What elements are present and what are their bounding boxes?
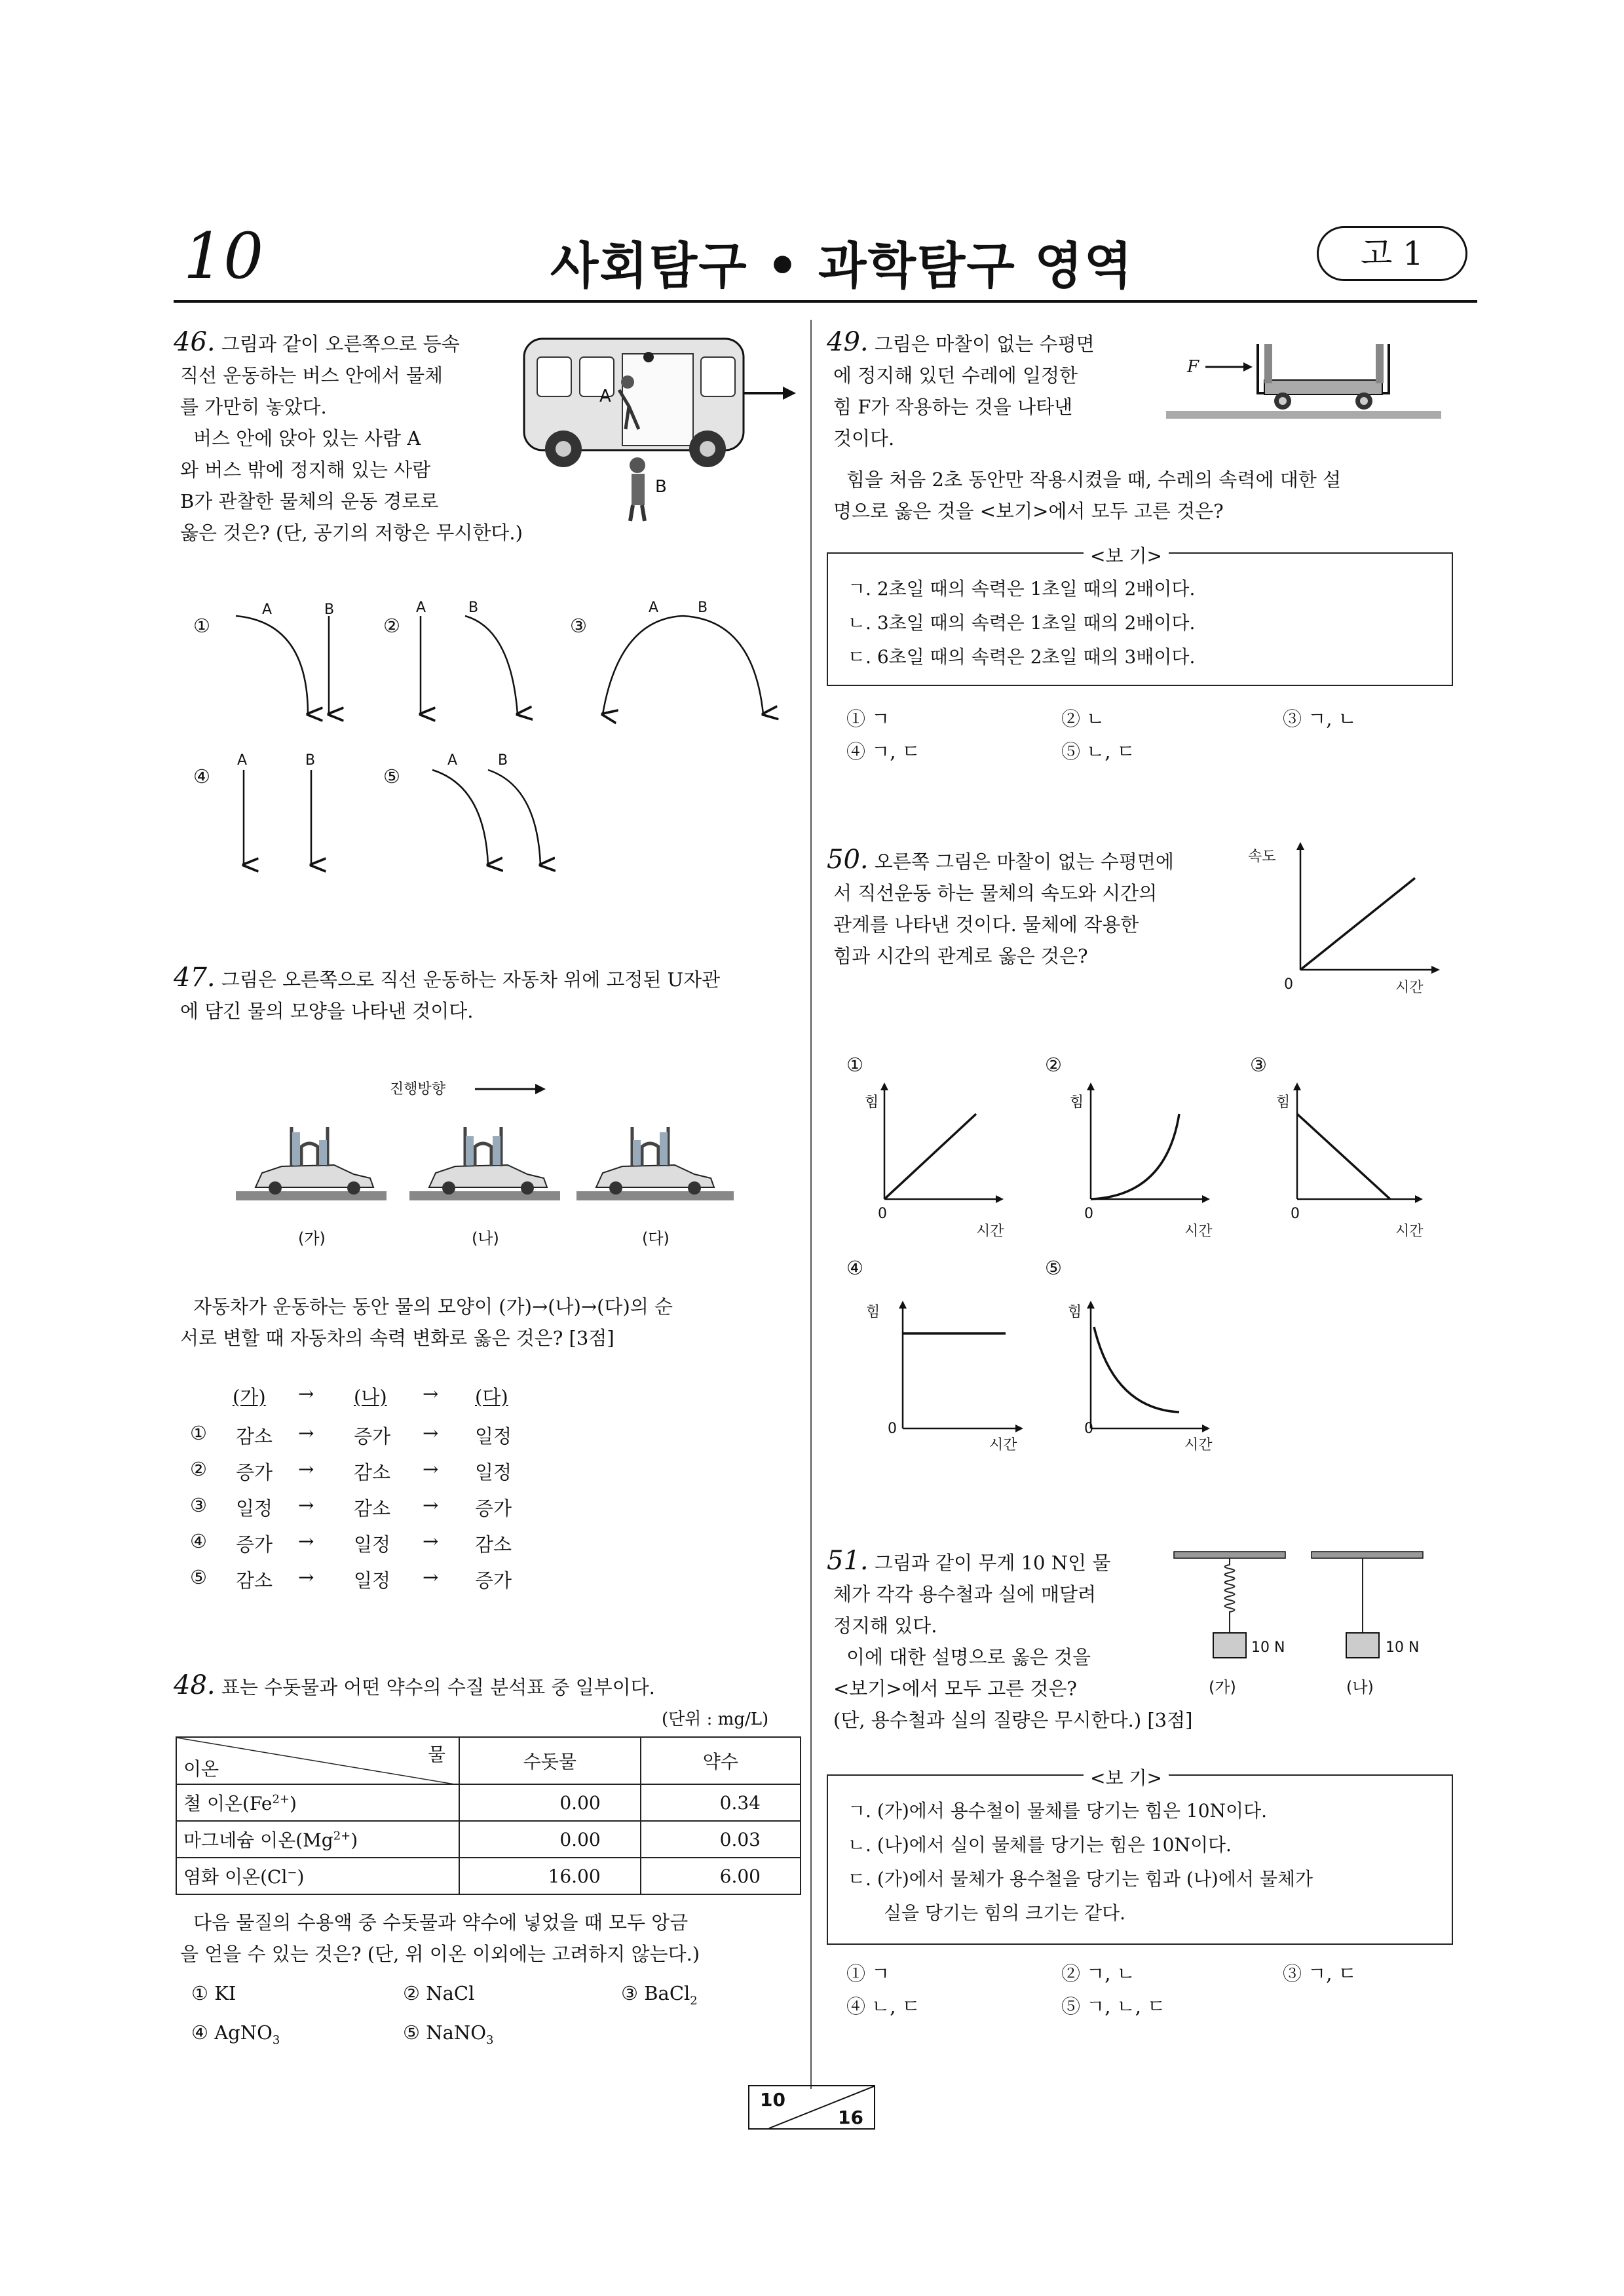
footer-total: 16 (838, 2107, 863, 2128)
q51-line: (단, 용수철과 실의 질량은 무시한다.) [3점] (833, 1709, 1193, 1731)
q47-head: (다) (475, 1386, 508, 1408)
graph-opt-5 (1087, 1301, 1210, 1432)
q47-opt-cell: 일정 (236, 1497, 273, 1520)
g4-y: 힘 (866, 1304, 880, 1320)
table-ion: 염화 이온(Cl−) (176, 1858, 459, 1894)
vt-origin: 0 (1284, 976, 1293, 993)
q46-opt2-b: B (468, 600, 479, 616)
q51-line: 정지해 있다. (833, 1615, 937, 1637)
q48-line: 표는 수돗물과 어떤 약수의 수질 분석표 중 일부이다. (221, 1676, 655, 1698)
q46-text (174, 326, 523, 548)
g1-o: 0 (878, 1206, 887, 1222)
q50-option-5[interactable]: ⑤ (1045, 1257, 1062, 1279)
q49-line: 힘 F가 작용하는 것을 나타낸 (833, 396, 1073, 418)
q49-number: 49. (827, 327, 869, 357)
q46-opt5-a: A (447, 752, 458, 769)
g1-x: 시간 (976, 1223, 1004, 1240)
q47-opt-cell: 감소 (236, 1425, 273, 1447)
q51-bogi-title: <보 기> (1084, 1764, 1169, 1790)
q47-opt-num: ④ (190, 1530, 207, 1552)
q46-option-4[interactable] (193, 765, 210, 788)
vt-y-label: 속도 (1248, 849, 1276, 865)
q47-opt-cell: 감소 (354, 1461, 391, 1483)
q46-option-4-num: ④ (193, 765, 210, 788)
fig-label-na: (나) (1346, 1678, 1374, 1696)
q49-line: 것이다. (833, 427, 895, 450)
q49-text (827, 326, 1167, 454)
graph-opt-1 (880, 1082, 1004, 1203)
q47-opt-cell: 증가 (475, 1497, 512, 1520)
q46-opt2-a: A (416, 600, 426, 616)
q46-opt1-b: B (324, 602, 335, 618)
q47-opt-num: ⑤ (190, 1566, 207, 1588)
q47-opt-cell: 증가 (475, 1569, 512, 1592)
q47-opt-cell: 증가 (236, 1461, 273, 1483)
table-cell: 16.00 (459, 1858, 641, 1894)
q48-question (174, 1907, 803, 1970)
q46-line: 를 가만히 놓았다. (180, 396, 327, 418)
q51-line: 이에 대한 설명으로 옳은 것을 (846, 1646, 1091, 1668)
q51-line: 그림과 같이 무게 10 N인 물 (874, 1552, 1111, 1574)
q47-opt-cell: 일정 (475, 1425, 512, 1447)
bus-label-b: B (655, 477, 667, 497)
q46-opt3-b: B (698, 600, 708, 616)
q48-question-line: 다음 물질의 수용액 중 수돗물과 약수에 넣었을 때 모두 앙금 (193, 1911, 689, 1934)
fig-label-ga: (가) (1209, 1678, 1236, 1696)
q51-option-1[interactable]: ① ㄱ (846, 1962, 890, 1985)
q50-line: 오른쪽 그림은 마찰이 없는 수평면에 (874, 851, 1174, 873)
q47-opt-num: ③ (190, 1494, 207, 1516)
q50-option-2[interactable]: ② (1045, 1054, 1062, 1076)
q51-option-5[interactable]: ⑤ ㄱ, ㄴ, ㄷ (1061, 1995, 1166, 2018)
q47-option-3[interactable] (190, 1494, 649, 1530)
q47-question-line: 서로 변할 때 자동차의 속력 변화로 옳은 것은? [3점] (180, 1327, 614, 1349)
q46-opt4-b: B (305, 752, 316, 769)
q47-opt-cell: 증가 (236, 1533, 273, 1556)
q50-option-3[interactable]: ③ (1250, 1054, 1267, 1076)
q47-opt-arrow: → (298, 1422, 314, 1444)
force-label: F (1187, 357, 1199, 377)
grade-label: 고 1 (1360, 235, 1424, 273)
q49-question (827, 464, 1456, 527)
g4-x: 시간 (989, 1437, 1017, 1453)
table-cell: 0.00 (459, 1784, 641, 1821)
q47-opt-arrow: → (298, 1566, 314, 1588)
car-label-na: (나) (472, 1229, 499, 1248)
q47-opt-cell: 감소 (475, 1533, 512, 1556)
table-row (176, 1821, 801, 1858)
g3-o: 0 (1291, 1206, 1300, 1222)
q51-number: 51. (827, 1546, 869, 1576)
q47-opt-cell: 일정 (354, 1533, 391, 1556)
q49-option-3[interactable]: ③ ㄱ, ㄴ (1283, 708, 1357, 730)
q51-bogi-item: 실을 당기는 힘의 크기는 같다. (884, 1902, 1126, 1924)
g1-y: 힘 (865, 1094, 879, 1111)
q48-text (174, 1670, 803, 1703)
q50-number: 50. (827, 845, 869, 875)
q47-head: (가) (233, 1386, 266, 1408)
q46-option-5[interactable] (383, 765, 400, 788)
q46-opt3-a: A (649, 600, 659, 616)
table-row (176, 1784, 801, 1821)
q49-line: 그림은 마찰이 없는 수평면 (874, 333, 1095, 355)
q46-option-5-num: ⑤ (383, 765, 400, 788)
q46-line: 와 버스 밖에 정지해 있는 사람 (180, 459, 431, 481)
q48-option-2[interactable]: ② NaCl (403, 1982, 475, 2004)
q46-number: 46. (174, 327, 216, 357)
q47-opt-arrow: → (298, 1458, 314, 1480)
q47-opt-cell: 감소 (354, 1497, 391, 1520)
q46-option-2[interactable] (383, 615, 400, 637)
q46-line: 그림과 같이 오른쪽으로 등속 (221, 333, 460, 355)
table-ion: 철 이온$(Fe^{2+})$ (176, 1784, 459, 1821)
q47-opt-cell: 증가 (354, 1425, 391, 1447)
table-cell: 0.03 (641, 1821, 801, 1858)
q49-option-5[interactable]: ⑤ ㄴ, ㄷ (1061, 740, 1135, 763)
q50-option-4[interactable]: ④ (846, 1257, 863, 1279)
q50-line: 관계를 나타낸 것이다. 물체에 작용한 (833, 913, 1139, 936)
q47-opt-arrow: → (423, 1530, 439, 1552)
q48-option-3[interactable]: ③ BaCl$_2$ (621, 1982, 698, 2008)
g2-o: 0 (1084, 1206, 1093, 1222)
q48-option-1[interactable]: ① KI (191, 1982, 236, 2004)
direction-label: 진행방향 (390, 1081, 446, 1098)
q51-bogi-item: ㄷ. (가)에서 물체가 용수철을 당기는 힘과 (나)에서 물체가 (848, 1868, 1313, 1890)
weight-label-ga: 10 N (1251, 1639, 1285, 1656)
q46-option-1[interactable] (193, 615, 210, 637)
q47-options (190, 1422, 649, 1602)
q51-option-3[interactable]: ③ ㄱ, ㄷ (1283, 1962, 1357, 1985)
page-number: 10 (183, 220, 264, 293)
q47-opt-arrow: → (298, 1494, 314, 1516)
q46-option-3[interactable] (570, 615, 587, 637)
spring-string-figure (1166, 1546, 1454, 1677)
q49-bogi-item: ㄷ. 6초일 때의 속력은 2초일 때의 3배이다. (848, 646, 1196, 668)
table-col-header: 약수 (641, 1737, 801, 1784)
g4-o: 0 (888, 1421, 897, 1437)
q47-opt-num: ① (190, 1422, 207, 1444)
q46-line: 직선 운동하는 버스 안에서 물체 (180, 364, 444, 387)
bus-figure (518, 331, 806, 534)
q47-head: → (298, 1383, 314, 1405)
q47-opt-arrow: → (423, 1458, 439, 1480)
q47-opt-arrow: → (423, 1422, 439, 1444)
q46-opt5-b: B (498, 752, 508, 769)
car-label-ga: (가) (298, 1229, 326, 1248)
graph-opt-3 (1293, 1082, 1423, 1203)
q51-bogi-item: ㄱ. (가)에서 용수철이 물체를 당기는 힘은 10N이다. (848, 1800, 1268, 1822)
cart-figure (1166, 331, 1454, 423)
q47-opt-arrow: → (298, 1530, 314, 1552)
q46-opt1-a: A (262, 602, 273, 618)
page-footer-box (748, 2085, 875, 2130)
page-title: 사회탐구 • 과학탐구 영역 (550, 237, 1134, 295)
car-ga (236, 1127, 387, 1200)
velocity-time-graph (1284, 842, 1441, 993)
q49-option-2[interactable]: ② ㄴ (1061, 708, 1105, 730)
q47-text (174, 962, 803, 1027)
cars-figure (236, 1114, 734, 1219)
q50-option-1[interactable]: ① (846, 1054, 863, 1076)
q47-opt-arrow: → (423, 1566, 439, 1588)
bus-label-a: A (599, 387, 611, 406)
q48-number: 48. (174, 1670, 216, 1700)
q47-opt-cell: 일정 (354, 1569, 391, 1592)
q51-option-2[interactable]: ② ㄱ, ㄴ (1061, 1962, 1135, 1985)
q50-text (827, 844, 1233, 972)
g3-y: 힘 (1276, 1094, 1291, 1111)
q49-bogi-item: ㄴ. 3초일 때의 속력은 1초일 때의 2배이다. (848, 612, 1196, 634)
q49-option-4[interactable]: ④ ㄱ, ㄷ (846, 740, 920, 763)
q47-opt-arrow: → (423, 1494, 439, 1516)
vt-x-label: 시간 (1395, 980, 1424, 996)
g5-y: 힘 (1068, 1304, 1082, 1320)
q51-bogi-item: ㄴ. (나)에서 실이 물체를 당기는 힘은 10N이다. (848, 1834, 1232, 1856)
q50-line: 힘과 시간의 관계로 옳은 것은? (833, 945, 1088, 967)
car-da (576, 1127, 734, 1200)
table-cell: 0.34 (641, 1784, 801, 1821)
q46-option-1-num: ① (193, 615, 210, 637)
table-cell: 6.00 (641, 1858, 801, 1894)
grade-badge (1317, 226, 1467, 281)
q47-option-4[interactable] (190, 1530, 649, 1566)
q46-line: 버스 안에 앉아 있는 사람 A (193, 427, 421, 450)
q47-head: → (423, 1383, 439, 1405)
q47-opt-cell: 감소 (236, 1569, 273, 1592)
table-corner-bottom: 이온 (183, 1758, 219, 1780)
q46-option-paths (190, 590, 799, 878)
q46-option-2-num: ② (383, 615, 400, 637)
g5-x: 시간 (1184, 1437, 1213, 1453)
q47-opt-cell: 일정 (475, 1461, 512, 1483)
q47-option-1[interactable] (190, 1422, 649, 1458)
q47-question (174, 1291, 803, 1354)
q47-question-line: 자동차가 운동하는 동안 물의 모양이 (가)→(나)→(다)의 순 (193, 1295, 673, 1318)
q49-bogi-title: <보 기> (1084, 542, 1169, 568)
g2-x: 시간 (1184, 1223, 1213, 1240)
q46-line: B가 관찰한 물체의 운동 경로로 (180, 490, 439, 512)
q47-opt-num: ② (190, 1458, 207, 1480)
weight-label-na: 10 N (1386, 1639, 1420, 1656)
q48-unit: (단위 : mg/L) (662, 1710, 769, 1729)
q46-option-3-num: ③ (570, 615, 587, 637)
q49-bogi-item: ㄱ. 2초일 때의 속력은 1초일 때의 2배이다. (848, 578, 1196, 600)
q47-option-2[interactable] (190, 1458, 649, 1494)
q48-option-5[interactable]: ⑤ NaNO$_3$ (403, 2021, 494, 2047)
g5-o: 0 (1084, 1421, 1093, 1437)
car-label-da: (다) (642, 1229, 670, 1248)
q51-line: 체가 각각 용수철과 실에 매달려 (833, 1583, 1097, 1605)
q46-opt4-a: A (237, 752, 248, 769)
q49-option-1[interactable]: ① ㄱ (846, 708, 890, 730)
graph-opt-4 (899, 1301, 1023, 1432)
q50-option-graphs (832, 1042, 1461, 1474)
q47-number: 47. (174, 963, 216, 993)
table-corner (176, 1737, 459, 1784)
q47-head: (나) (354, 1386, 387, 1408)
q51-bogi-box (827, 1767, 1453, 1945)
q49-line: 에 정지해 있던 수레에 일정한 (833, 364, 1078, 387)
header-rule (174, 300, 1477, 303)
q46-line: 옳은 것은? (단, 공기의 저항은 무시한다.) (180, 522, 523, 544)
column-divider (810, 320, 812, 2089)
q51-option-4[interactable]: ④ ㄴ, ㄷ (846, 1995, 920, 2018)
q49-question-line: 명으로 옳은 것을 <보기>에서 모두 고른 것은? (833, 500, 1224, 522)
q49-question-line: 힘을 처음 2초 동안만 작용시켰을 때, 수레의 속력에 대한 설 (846, 469, 1341, 491)
table-col-header: 수돗물 (459, 1737, 641, 1784)
q48-question-line: 을 얻을 수 있는 것은? (단, 위 이온 이외에는 고려하지 않는다.) (180, 1943, 700, 1965)
q47-line: 에 담긴 물의 모양을 나타낸 것이다. (180, 1000, 474, 1022)
graph-opt-2 (1087, 1082, 1210, 1203)
g3-x: 시간 (1395, 1223, 1424, 1240)
q48-option-4[interactable]: ④ AgNO$_3$ (191, 2021, 280, 2047)
q47-line: 그림은 오른쪽으로 직선 운동하는 자동차 위에 고정된 U자관 (221, 968, 721, 991)
table-cell: 0.00 (459, 1821, 641, 1858)
q51-line: <보기>에서 모두 고른 것은? (833, 1677, 1077, 1700)
q50-line: 서 직선운동 하는 물체의 속도와 시간의 (833, 882, 1158, 904)
car-na (409, 1127, 560, 1200)
q47-option-5[interactable] (190, 1566, 649, 1602)
g2-y: 힘 (1070, 1094, 1084, 1111)
water-table (176, 1736, 801, 1895)
table-row (176, 1858, 801, 1894)
q49-bogi-box (827, 545, 1453, 686)
water-table-header (176, 1737, 801, 1784)
direction-arrow (475, 1081, 547, 1097)
table-corner-top: 물 (427, 1744, 445, 1765)
footer-page: 10 (760, 2089, 785, 2111)
table-ion: 마그네슘 이온$(Mg^{2+})$ (176, 1821, 459, 1858)
